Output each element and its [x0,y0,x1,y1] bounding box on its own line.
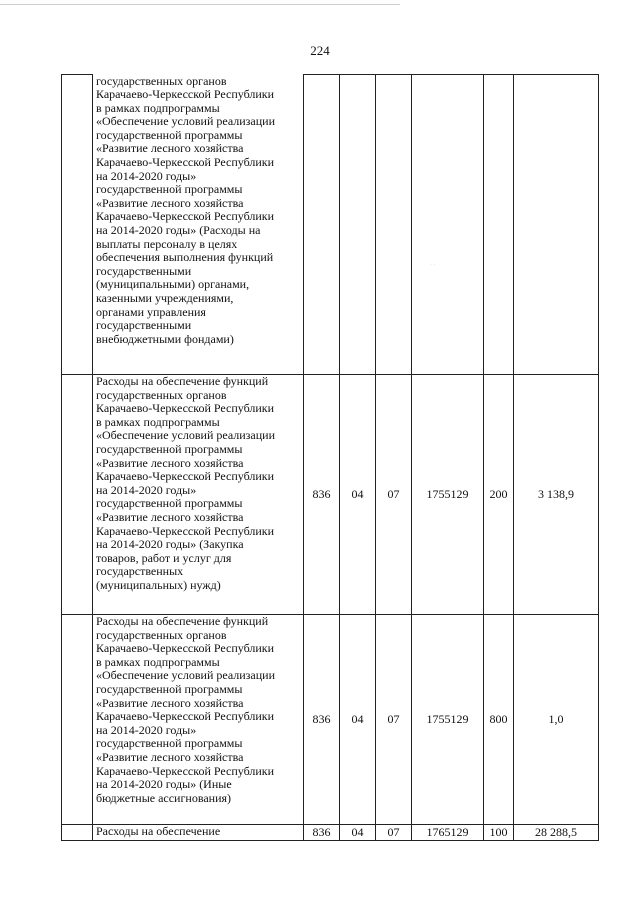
description-line: «Обеспечение условий реализации [96,428,276,443]
cell-expense-type: 100 [484,825,514,841]
description-line: государственной программы [96,182,243,197]
budget-table [61,74,599,841]
cell-amount: 3 138,9 [514,375,599,615]
description-line: государственных органов [96,387,227,402]
description-line: Расходы на обеспечение [96,824,221,838]
description-line: «Развитие лесного хозяйства [96,195,244,210]
description-line: Карачаево-Черкесской Республики [96,87,275,102]
description-line: государственной программы [96,681,243,696]
scan-top-edge [0,4,400,5]
description-line: Расходы на обеспечение функций [96,374,269,388]
cell-ministry-code [304,75,340,375]
description-line: обеспечения выполнения функций [96,250,274,265]
cell-subsection [376,75,412,375]
table-row [62,615,599,825]
description-line: «Развитие лесного хозяйства [96,141,244,156]
cell-target-article: 1755129 [412,615,484,825]
cell-index [62,615,93,825]
cell-expense-type [484,75,514,375]
description-line: на 2014-2020 годы» [96,482,197,497]
description-line: Расходы на обеспечение функций [96,614,269,628]
cell-expense-type: 200 [484,375,514,615]
description-line: на 2014-2020 годы» (Расходы на [96,223,261,238]
description-line: казенными учреждениями, [96,291,234,305]
description-line: в рамках подпрограммы [96,100,220,115]
description-line: государственных органов [96,627,227,642]
cell-ministry-code: 836 [304,375,340,615]
description-line: органами управления [96,304,206,319]
cell-index [62,825,93,841]
description-line: государственными [96,318,192,333]
cell-index [62,75,93,375]
description-line: в рамках подпрограммы [96,654,220,669]
cell-description [93,75,304,375]
description-line: (муниципальных) нужд) [96,577,221,592]
page-number: 224 [310,43,330,58]
description-line: Карачаево-Черкесской Республики [96,155,275,170]
description-line: (муниципальными) органами, [96,277,250,292]
cell-target-article: 1755129 [412,375,484,615]
cell-ministry-code: 836 [304,615,340,825]
cell-section: 04 [340,615,376,825]
cell-target-article [412,75,484,375]
description-line: государственной программы [96,736,243,751]
description-line: Карачаево-Черкесской Республики [96,763,275,778]
cell-description [93,825,304,841]
cell-description [93,615,304,825]
description-line: на 2014-2020 годы» (Закупка [96,537,244,552]
cell-ministry-code: 836 [304,825,340,841]
description-line: «Обеспечение условий реализации [96,668,276,683]
description-line: государственной программы [96,127,243,142]
description-line: государственной программы [96,496,243,511]
cell-index [62,375,93,615]
description-line: государственными [96,263,192,278]
cell-section: 04 [340,375,376,615]
description-line: в рамках подпрограммы [96,414,220,429]
description-line: государственной программы [96,441,243,456]
description-line: «Развитие лесного хозяйства [96,455,244,470]
description-line: на 2014-2020 годы» (Иные [96,777,232,792]
cell-subsection: 07 [376,825,412,841]
description-line: «Развитие лесного хозяйства [96,509,244,524]
table-row [62,825,599,841]
description-line: Карачаево-Черкесской Республики [96,523,275,538]
description-line: бюджетные ассигнования) [96,790,232,805]
description-line: государственных органов [96,73,227,88]
cell-expense-type: 800 [484,615,514,825]
description-line: внебюджетными фондами) [96,331,234,346]
cell-subsection: 07 [376,615,412,825]
description-line: на 2014-2020 годы» [96,722,197,737]
cell-description [93,375,304,615]
cell-target-article: 1765129 [412,825,484,841]
description-line: Карачаево-Черкесской Республики [96,401,275,416]
description-line: «Развитие лесного хозяйства [96,749,244,764]
description-line: Карачаево-Черкесской Республики [96,469,275,484]
description-line: на 2014-2020 годы» [96,168,197,183]
description-line: Карачаево-Черкесской Республики [96,641,275,656]
cell-section [340,75,376,375]
description-line: Карачаево-Черкесской Республики [96,209,275,224]
description-line: государственных [96,564,184,579]
description-line: Карачаево-Черкесской Республики [96,709,275,724]
scan-specks: · · [430,262,436,268]
description-line: «Обеспечение условий реализации [96,114,276,129]
cell-subsection: 07 [376,375,412,615]
description-line: «Развитие лесного хозяйства [96,695,244,710]
table-row [62,375,599,615]
description-line: товаров, работ и услуг для [96,550,232,565]
description-line: выплаты персоналу в целях [96,236,238,251]
cell-amount [514,75,599,375]
cell-amount: 28 288,5 [514,825,599,841]
cell-section: 04 [340,825,376,841]
cell-amount: 1,0 [514,615,599,825]
table-row [62,75,599,375]
